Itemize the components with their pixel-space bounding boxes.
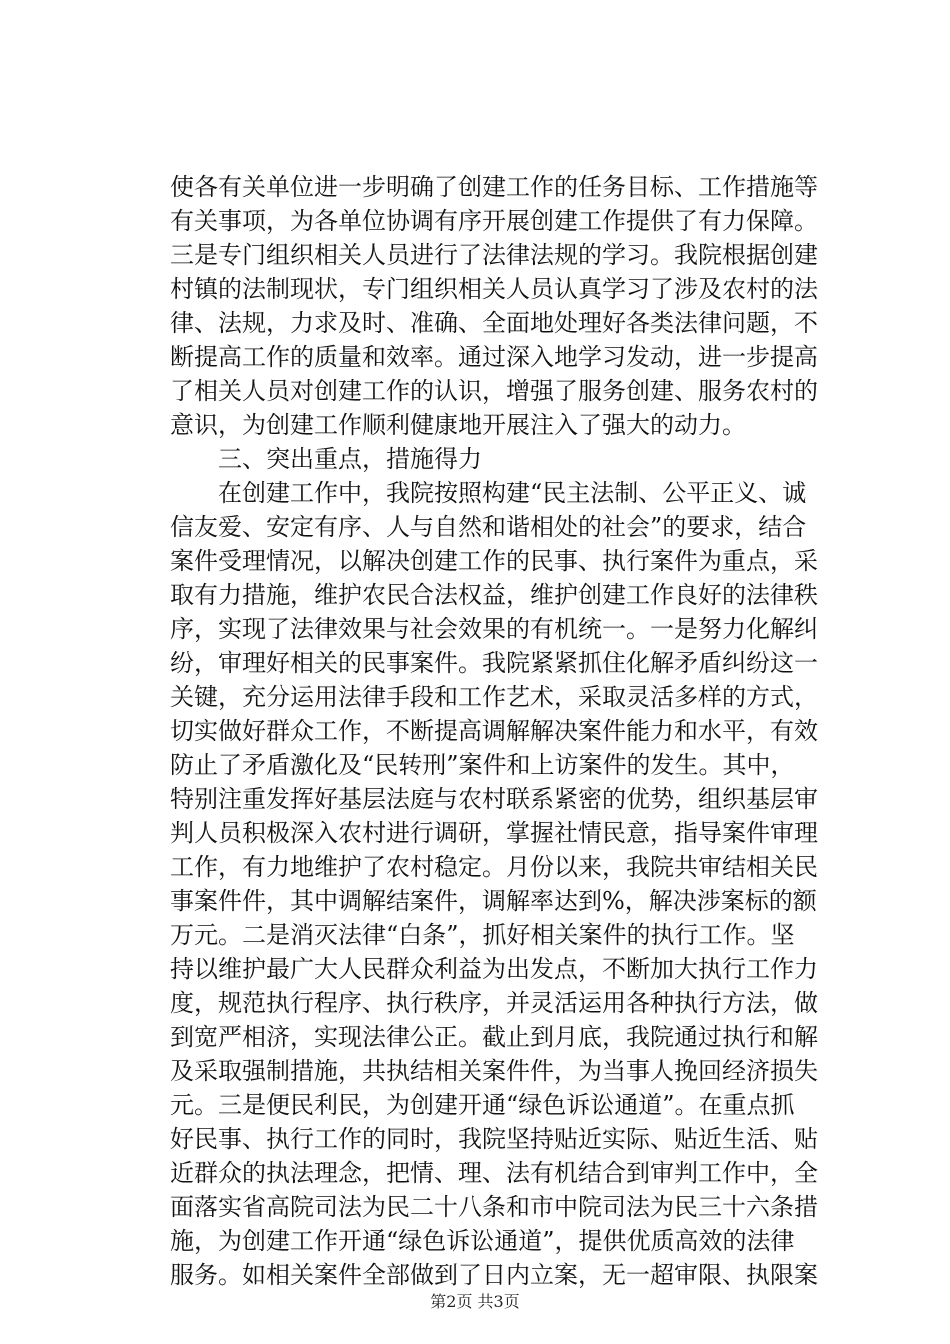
- text-line: 纷，审理好相关的民事案件。我院紧紧抓住化解矛盾纠纷这一: [170, 649, 818, 677]
- text-line: 判人员积极深入农村进行调研，掌握社情民意，指导案件审理: [170, 819, 818, 847]
- text-line: 有关事项，为各单位协调有序开展创建工作提供了有力保障。: [170, 207, 818, 235]
- text-line: 在创建工作中，我院按照构建“民主法制、公平正义、诚: [170, 479, 807, 507]
- text-line: 使各有关单位进一步明确了创建工作的任务目标、工作措施等: [170, 173, 818, 201]
- text-line: 及采取强制措施，共执结相关案件件，为当事人挽回经济损失: [170, 1057, 818, 1085]
- text-line: 律、法规，力求及时、准确、全面地处理好各类法律问题，不: [170, 309, 818, 337]
- text-line: 了相关人员对创建工作的认识，增强了服务创建、服务农村的: [170, 377, 818, 405]
- text-line: 元。三是便民利民，为创建开通“绿色诉讼通道”。在重点抓: [170, 1091, 795, 1119]
- page-footer: 第2页 共3页: [430, 1292, 520, 1311]
- text-line: 事案件件，其中调解结案件，调解率达到%，解决涉案标的额: [170, 887, 817, 915]
- text-line: 切实做好群众工作，不断提高调解解决案件能力和水平，有效: [170, 717, 818, 745]
- text-line: 取有力措施，维护农民合法权益，维护创建工作良好的法律秩: [170, 581, 818, 609]
- text-line: 工作，有力地维护了农村稳定。月份以来，我院共审结相关民: [170, 853, 818, 881]
- text-line: 案件受理情况，以解决创建工作的民事、执行案件为重点，采: [170, 547, 818, 575]
- text-line: 特别注重发挥好基层法庭与农村联系紧密的优势，组织基层审: [170, 785, 818, 813]
- text-line: 万元。二是消灭法律“白条”，抓好相关案件的执行工作。坚: [170, 921, 795, 949]
- text-line: 防止了矛盾激化及“民转刑”案件和上访案件的发生。其中，: [170, 751, 795, 779]
- document-body: [170, 170, 830, 1292]
- text-line: 村镇的法制现状，专门组织相关人员认真学习了涉及农村的法: [170, 275, 818, 303]
- text-line: 到宽严相济，实现法律公正。截止到月底，我院通过执行和解: [170, 1023, 818, 1051]
- text-line: 持以维护最广大人民群众利益为出发点，不断加大执行工作力: [170, 955, 818, 983]
- text-line: 服务。如相关案件全部做到了日内立案，无一超审限、执限案: [170, 1261, 818, 1289]
- text-line: 面落实省高院司法为民二十八条和市中院司法为民三十六条措: [170, 1193, 818, 1221]
- text-line: 三、突出重点，措施得力: [170, 445, 482, 473]
- text-line: 三是专门组织相关人员进行了法律法规的学习。我院根据创建: [170, 241, 818, 269]
- text-line: 好民事、执行工作的同时，我院坚持贴近实际、贴近生活、贴: [170, 1125, 818, 1153]
- text-line: 断提高工作的质量和效率。通过深入地学习发动，进一步提高: [170, 343, 818, 371]
- text-line: 近群众的执法理念，把情、理、法有机结合到审判工作中，全: [170, 1159, 818, 1187]
- text-line: 施，为创建工作开通“绿色诉讼通道”，提供优质高效的法律: [170, 1227, 795, 1255]
- text-line: 度，规范执行程序、执行秩序，并灵活运用各种执行方法，做: [170, 989, 818, 1017]
- text-line: 关键，充分运用法律手段和工作艺术，采取灵活多样的方式，: [170, 683, 818, 711]
- text-line: 意识，为创建工作顺利健康地开展注入了强大的动力。: [170, 411, 746, 439]
- text-line: 序，实现了法律效果与社会效果的有机统一。一是努力化解纠: [170, 615, 818, 643]
- text-line: 信友爱、安定有序、人与自然和谐相处的社会”的要求，结合: [170, 513, 807, 541]
